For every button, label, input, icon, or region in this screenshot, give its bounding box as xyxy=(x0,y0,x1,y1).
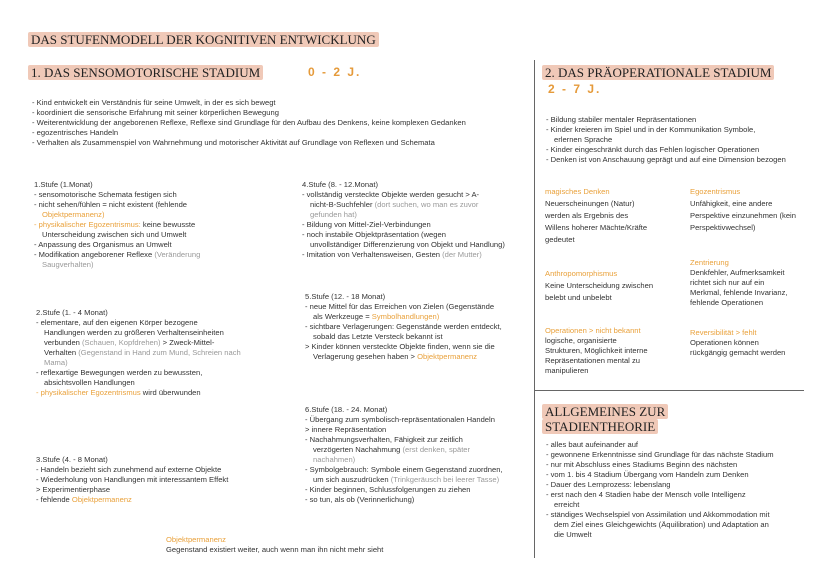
stage6-title: 6.Stufe (18. - 24. Monat) xyxy=(305,405,388,414)
line: richtet sich nur auf ein xyxy=(690,278,765,287)
s1-intro xyxy=(32,98,522,148)
stage6-line: um sich auszudrücken (Trinkgeräusch bei leerer Tasse) xyxy=(313,475,500,484)
s3-title: ALLGEMEINES ZUR STADIENTHEORIE xyxy=(542,404,668,434)
s3-item: - nur mit Abschluss eines Stadiums Beginn des nächsten xyxy=(546,460,738,469)
line: Keine Unterscheidung zwischen xyxy=(545,281,654,290)
s3-item: - erst nach den 4 Stadien habe der Mensch volle Intelligenz xyxy=(546,490,746,499)
stage6-line: - Nachahmungsverhalten, Fähigkeit zur zeitlich xyxy=(305,435,463,444)
stage1-line: - sensomotorische Schemata festigen sich xyxy=(34,190,177,199)
stage5-line: - neue Mittel für das Erreichen von Zielen (Gegenstände xyxy=(305,302,495,311)
operationen-block xyxy=(545,326,685,376)
magisches-block xyxy=(545,186,685,246)
s2-age: 2 - 7 J. xyxy=(548,82,602,96)
line: Unfähigkeit, eine andere xyxy=(690,199,773,208)
s1-intro-item: - Kind entwickelt ein Verständnis für seine Umwelt, in der es sich bewegt xyxy=(32,98,276,107)
stage4-line: gefunden hat) xyxy=(310,210,357,219)
stage1-line: Saugverhalten) xyxy=(42,260,94,269)
s1-intro-item: - koordiniert die sensorische Erfahrung mit seiner körperlichen Bewegung xyxy=(32,108,279,117)
stage2-title: 2.Stufe (1. - 4 Monat) xyxy=(36,308,108,317)
stage1-line: - nicht sehen/fühlen = nicht existent (fehlende xyxy=(34,200,188,209)
stage1-line: - Anpassung des Organismus an Umwelt xyxy=(34,240,172,249)
stage1-line: Objektpermanenz) xyxy=(42,210,105,219)
stage2-line: Mama) xyxy=(44,358,68,367)
line: Merkmal, fehlende Invarianz, xyxy=(690,288,788,297)
stage1-line: Unterscheidung zwischen sich und Umwelt xyxy=(42,230,187,239)
line: rückgängig gemacht werden xyxy=(690,348,786,357)
s3-item: erreicht xyxy=(554,500,580,509)
stage5-title: 5.Stufe (12. - 18 Monat) xyxy=(305,292,386,301)
s1-intro-item: - Weiterentwicklung der angeborenen Reflexe, Reflexe sind Grundlage für den Aufbau des Denkens, keine komplexen Gedanken xyxy=(32,118,466,127)
stage4-line: - Imitation von Verhaltensweisen, Gesten (der Mutter) xyxy=(302,250,482,259)
stage3-line: - Handeln bezieht sich zunehmend auf externe Objekte xyxy=(36,465,222,474)
reversibilitaet-block xyxy=(690,328,815,358)
stage2-line: - elementare, auf den eigenen Körper bezogene xyxy=(36,318,198,327)
line: logische, organisierte xyxy=(545,336,617,345)
egozentrismus-block xyxy=(690,186,815,234)
main-title: DAS STUFENMODELL DER KOGNITIVEN ENTWICKLUNG xyxy=(28,33,379,47)
stage5-line: - sichtbare Verlagerungen: Gegenstände werden entdeckt, xyxy=(305,322,502,331)
stage6-line: verzögerten Nachahmung (erst denken, später xyxy=(313,445,471,454)
term: Egozentrismus xyxy=(690,187,741,196)
term: Zentrierung xyxy=(690,258,729,267)
footnote xyxy=(166,535,526,555)
s2-intro-item: - Kinder kreieren im Spiel und in der Kommunikation Symbole, xyxy=(546,125,756,134)
term: Operationen > nicht bekannt xyxy=(545,326,641,335)
stage4-line: - Bildung von Mittel-Ziel-Verbindungen xyxy=(302,220,431,229)
stage6-line: nachahmen) xyxy=(313,455,356,464)
footnote-term: Objektpermanenz xyxy=(166,535,226,544)
line: Willens hoherer Mächte/Kräfte xyxy=(545,223,648,232)
footnote-text: Gegenstand existiert weiter, auch wenn man ihn nicht mehr sieht xyxy=(166,545,384,554)
line: gedeutet xyxy=(545,235,575,244)
line: Neuerscheinungen (Natur) xyxy=(545,199,635,208)
stage6-line: - Symbolgebrauch: Symbole einem Gegenstand zuordnen, xyxy=(305,465,503,474)
s2-intro-item: - Kinder eingeschränkt durch das Fehlen logischer Operationen xyxy=(546,145,760,154)
stage3-title: 3.Stufe (4. - 8 Monat) xyxy=(36,455,108,464)
s3-item: die Umwelt xyxy=(554,530,592,539)
stage3-line: - Wiederholung von Handlungen mit interessantem Effekt xyxy=(36,475,229,484)
stage3-line: - fehlende Objektpermanenz xyxy=(36,495,132,504)
s1-age: 0 - 2 J. xyxy=(308,65,362,79)
zentrierung-block xyxy=(690,258,815,308)
s3-item: - alles baut aufeinander auf xyxy=(546,440,639,449)
stage3-line: > Experimentierphase xyxy=(36,485,111,494)
line: Operationen können xyxy=(690,338,759,347)
stage2-line: - reflexartige Bewegungen werden zu bewussten, xyxy=(36,368,203,377)
anthropo-block xyxy=(545,268,685,304)
stage4-line: unvollständiger Differenzierung von Objekt und Handlung) xyxy=(310,240,505,249)
s3-item: - gewonnene Erkenntnisse sind Grundlage für das nächste Stadium xyxy=(546,450,774,459)
stage2-block xyxy=(36,308,286,398)
stage2-line: absichtsvollen Handlungen xyxy=(44,378,135,387)
s2-title: 2. DAS PRÄOPERATIONALE STADIUM xyxy=(542,66,774,80)
stage4-line: - noch instabile Objektpräsentation (wegen xyxy=(302,230,446,239)
stage6-line: - Übergang zum symbolisch-repräsentationalen Handeln xyxy=(305,415,495,424)
s2-intro-item: erlernen Sprache xyxy=(554,135,613,144)
term: Anthropomorphismus xyxy=(545,269,618,278)
stage2-line: Handlungen werden zu größeren Verhaltenseinheiten xyxy=(44,328,224,337)
s3-item: dem Ziel eines Gleichgewichts (Äquilibration) und Adaptation an xyxy=(554,520,769,529)
stage6-line: > innere Repräsentation xyxy=(305,425,387,434)
s1-intro-item: - egozentrisches Handeln xyxy=(32,128,119,137)
stage5-line: als Werkzeuge = Symbolhandlungen) xyxy=(313,312,440,321)
stage1-title: 1.Stufe (1.Monat) xyxy=(34,180,93,189)
stage5-line: > Kinder können versteckte Objekte finden, wenn sie die xyxy=(305,342,495,351)
stage1-block xyxy=(34,180,284,270)
s1-title: 1. DAS SENSOMOTORISCHE STADIUM xyxy=(28,66,263,80)
stage5-line: Verlagerung gesehen haben > Objektpermanenz xyxy=(313,352,478,361)
line: manipulieren xyxy=(545,366,589,375)
line: Perspektivwechsel) xyxy=(690,223,756,232)
term: Reversibilität > fehlt xyxy=(690,328,757,337)
s3-list xyxy=(546,440,816,540)
stage6-block xyxy=(305,405,530,505)
stage4-title: 4.Stufe (8. - 12.Monat) xyxy=(302,180,378,189)
column-divider xyxy=(534,60,535,558)
s1-intro-item: - Verhalten als Zusammenspiel von Wahrnehmung und motorischer Aktivität auf Grundlage von Reflexen und Schemata xyxy=(32,138,435,147)
line: fehlende Operationen xyxy=(690,298,764,307)
term: magisches Denken xyxy=(545,187,610,196)
line: Perspektive einzunehmen (kein xyxy=(690,211,796,220)
s3-item: - Dauer des Lernprozess: lebenslang xyxy=(546,480,671,489)
stage1-line: - physikalischer Egozentrismus: keine bewusste xyxy=(34,220,196,229)
line: belebt und unbelebt xyxy=(545,293,612,302)
stage6-line: - Kinder beginnen, Schlussfolgerungen zu ziehen xyxy=(305,485,471,494)
line: Denkfehler, Aufmerksamkeit xyxy=(690,268,785,277)
line: Strukturen, Möglichkeit interne xyxy=(545,346,648,355)
s2-intro xyxy=(546,115,816,165)
stage4-line: nicht-B-Suchfehler (dort suchen, wo man es zuvor xyxy=(310,200,479,209)
s2-intro-item: - Bildung stabiler mentaler Repräsentationen xyxy=(546,115,697,124)
stage1-line: - Modifikation angeborener Reflexe (Veränderung xyxy=(34,250,201,259)
stage2-line: - physikalischer Egozentrismus wird überwunden xyxy=(36,388,201,397)
s2-intro-item: - Denken ist von Anschauung geprägt und auf eine Dimension bezogen xyxy=(546,155,786,164)
s3-item: - vom 1. bis 4 Stadium Übergang vom Handeln zum Denken xyxy=(546,470,749,479)
stage2-line: verbunden (Schauen, Kopfdrehen) > Zweck-Mittel- xyxy=(44,338,215,347)
stage5-line: sobald das Letzte Versteck bekannt ist xyxy=(313,332,443,341)
line: werden als Ergebnis des xyxy=(545,211,629,220)
section-divider xyxy=(534,390,804,391)
stage5-block xyxy=(305,292,530,362)
stage2-line: Verhalten (Gegenstand in Hand zum Mund, Schreien nach xyxy=(44,348,241,357)
line: Repräsentationen mental zu xyxy=(545,356,640,365)
stage4-line: - vollständig versteckte Objekte werden gesucht > A- xyxy=(302,190,480,199)
stage6-line: - so tun, als ob (Verinnerlichung) xyxy=(305,495,415,504)
stage3-block xyxy=(36,455,286,505)
s3-item: - ständiges Wechselspiel von Assimilation und Akkommodation mit xyxy=(546,510,770,519)
stage4-block xyxy=(302,180,527,260)
